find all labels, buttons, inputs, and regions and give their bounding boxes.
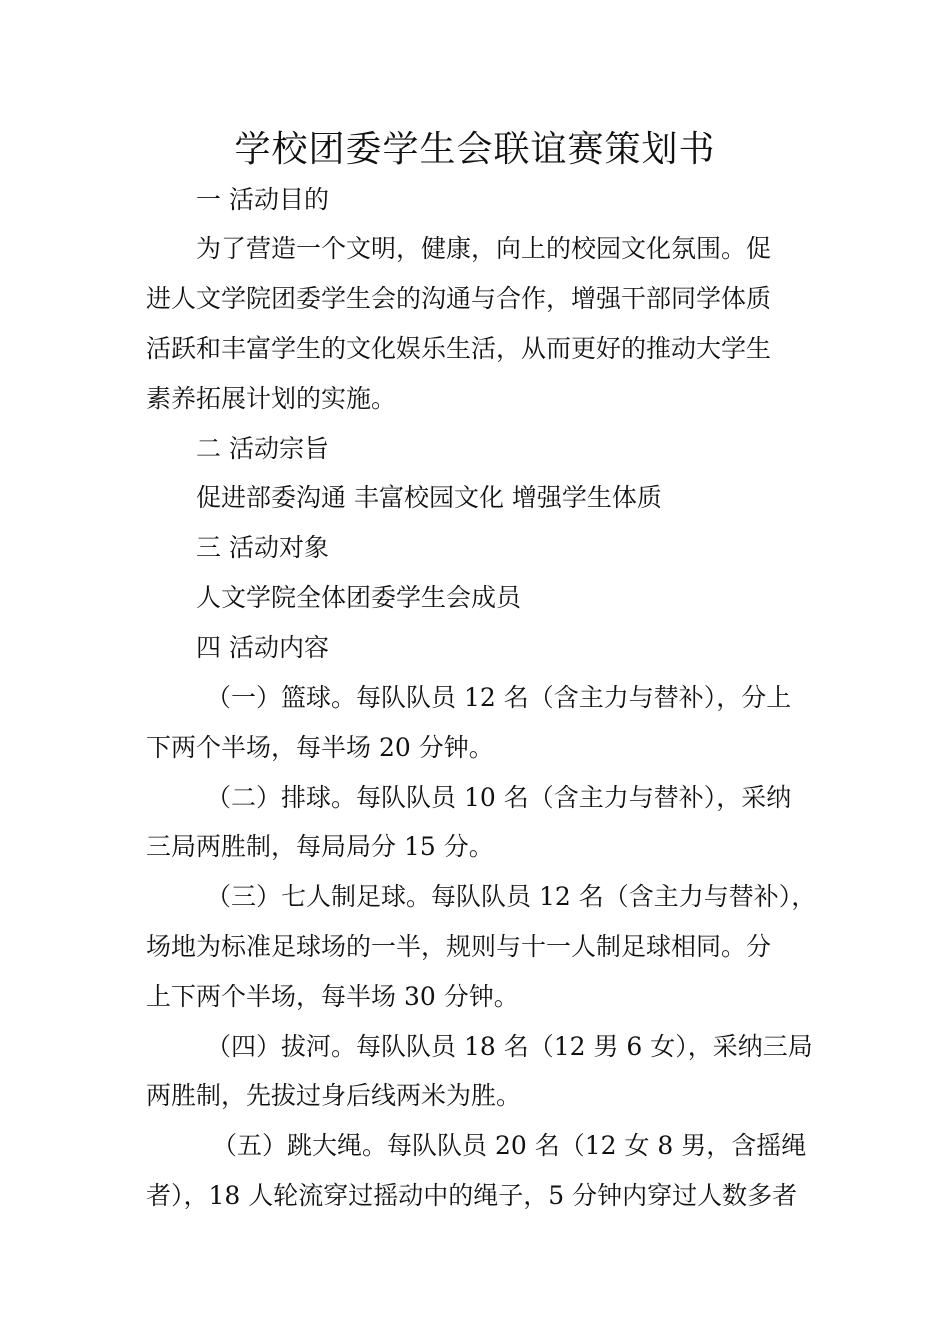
paragraph-line: （一）篮球。每队队员 12 名（含主力与替补），分上 [206, 683, 792, 712]
section-heading-aim: 二 活动宗旨 [196, 434, 329, 463]
paragraph-line: 场地为标准足球场的一半，规则与十一人制足球相同。分 [146, 932, 772, 961]
paragraph-line: 人文学院全体团委学生会成员 [196, 583, 522, 612]
paragraph-line: 促进部委沟通 丰富校园文化 增强学生体质 [196, 483, 662, 512]
section-heading-content: 四 活动内容 [196, 633, 329, 662]
paragraph-line: （四）拔河。每队队员 18 名（12 男 6 女），采纳三局 [206, 1032, 813, 1061]
paragraph-line: 下两个半场，每半场 20 分钟。 [146, 733, 494, 762]
paragraph-line: 为了营造一个文明，健康，向上的校园文化氛围。促 [196, 234, 772, 263]
paragraph-line: 进人文学院团委学生会的沟通与合作，增强干部同学体质 [146, 284, 772, 313]
paragraph-line: 者），18 人轮流穿过摇动中的绳子，5 分钟内穿过人数多者 [146, 1181, 798, 1210]
paragraph-line: 上下两个半场，每半场 30 分钟。 [146, 982, 519, 1011]
paragraph-line: （二）排球。每队队员 10 名（含主力与替补），采纳 [206, 783, 792, 812]
paragraph-line: 活跃和丰富学生的文化娱乐生活，从而更好的推动大学生 [146, 334, 772, 363]
paragraph-line: 两胜制，先拔过身后线两米为胜。 [146, 1081, 522, 1110]
paragraph-line: 三局两胜制，每局局分 15 分。 [146, 832, 494, 861]
section-heading-target: 三 活动对象 [196, 533, 329, 562]
section-heading-purpose: 一 活动目的 [196, 185, 329, 214]
paragraph-line: 素养拓展计划的实施。 [146, 384, 397, 413]
paragraph-line: （三）七人制足球。每队队员 12 名（含主力与替补）， [206, 882, 817, 911]
document-title: 学校团委学生会联谊赛策划书 [234, 129, 716, 170]
paragraph-line: （五）跳大绳。每队队员 20 名（12 女 8 男，含摇绳 [212, 1131, 807, 1160]
